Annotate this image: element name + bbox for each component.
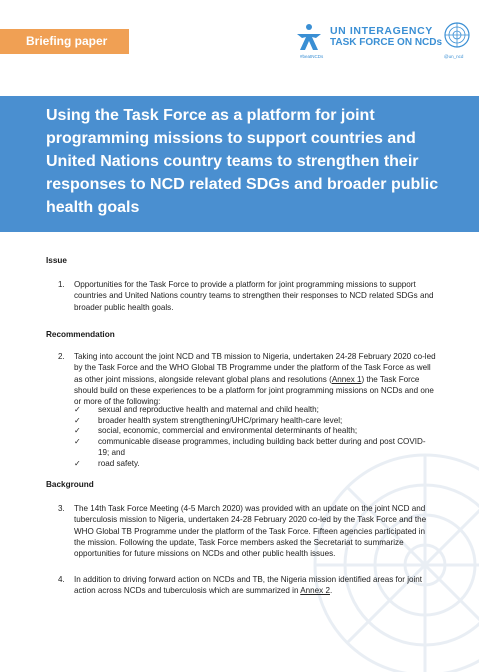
- checkmark-icon: ✓: [74, 458, 81, 468]
- page-title: Using the Task Force as a platform for joint programming missions to support countries and United Nations country teams to strengthen their responses to NCD related SDGs and broader public health goals: [46, 107, 439, 216]
- paragraph-text: The 14th Task Force Meeting (4-5 March 2020) was provided with an update on the joint NCD and tuberculosis mission to Nigeria, undertaken 24-28 February 2020 co-led by the Task Force and the WHO Global TB Programme under the platform of the Task Force. Fifteen agencies participated in the mission. Following the update, Task Force members asked the Secretariat to summarize opportunities for future missions on NCDs and other public health issues.: [74, 504, 427, 559]
- un-globe-icon: [444, 22, 470, 48]
- list-item: [74, 437, 434, 458]
- paragraph-number: 1.: [58, 280, 65, 289]
- paragraph-text: [74, 574, 438, 597]
- list-item-text: communicable disease programmes, including building back better during and post COVID-19; and: [98, 437, 426, 457]
- paragraph-text: Opportunities for the Task Force to provide a platform for joint programming missions to support countries and United Nations country teams to strengthen their responses to NCD related SDGs and broader public health goals.: [74, 280, 434, 312]
- background-heading: Background: [46, 480, 94, 489]
- text-part: .: [329, 586, 333, 596]
- annex-1-link[interactable]: Annex 1: [331, 374, 362, 384]
- background-paragraph-3: [58, 503, 438, 559]
- checkmark-icon: ✓: [74, 415, 81, 425]
- list-item-text: road safety.: [98, 458, 140, 468]
- list-item: [74, 405, 434, 416]
- recommendation-checklist: [74, 405, 434, 469]
- briefing-paper-badge: Briefing paper: [0, 29, 129, 54]
- background-paragraph-4: [58, 574, 438, 597]
- annex-2-link[interactable]: Annex 2: [300, 586, 330, 596]
- list-item-text: social, economic, commercial and environmental determinants of health;: [98, 426, 358, 436]
- checkmark-icon: ✓: [74, 437, 81, 447]
- list-item: [74, 426, 434, 437]
- checkmark-icon: ✓: [74, 426, 81, 436]
- checkmark-icon: ✓: [74, 405, 81, 414]
- people-emblem-icon: [294, 22, 324, 52]
- logo-title-line1: UN INTERAGENCY: [330, 25, 433, 37]
- issue-paragraph: [58, 279, 438, 313]
- list-item: [74, 459, 434, 470]
- recommendation-heading: Recommendation: [46, 330, 115, 339]
- recommendation-paragraph: [58, 351, 438, 407]
- paragraph-number: 2.: [58, 352, 65, 361]
- paragraph-text: [74, 351, 438, 407]
- list-item-text: sexual and reproductive health and maternal and child health;: [98, 405, 319, 414]
- list-item-text: broader health system strengthening/UHC/primary health-care level;: [98, 415, 343, 425]
- logo-handle: @un_ncd: [444, 54, 464, 59]
- text-part: ) the Task Force should build on these experiences to be a platform for joint programming missions on NCDs and one or more of the following:: [74, 374, 434, 407]
- paragraph-number: 3.: [58, 504, 65, 513]
- task-force-logo: [294, 22, 474, 64]
- logo-title-line2: TASK FORCE ON NCDs: [330, 37, 443, 48]
- logo-hashtag: #beatNCDs: [300, 54, 324, 59]
- issue-heading: Issue: [46, 256, 67, 265]
- list-item: [74, 416, 434, 427]
- paragraph-number: 4.: [58, 575, 65, 584]
- text-part: In addition to driving forward action on NCDs and TB, the Nigeria mission identified areas for joint action across NCDs and tuberculosis which are summarized in: [74, 575, 423, 596]
- text-part: Taking into account the joint NCD and TB mission to Nigeria, undertaken 24-28 February 2020 co-led by the Task Force and the WHO Global TB Programme under the platform of the Task Force as well as other joint missions, alongside relevant global plans and resolutions (: [74, 352, 436, 384]
